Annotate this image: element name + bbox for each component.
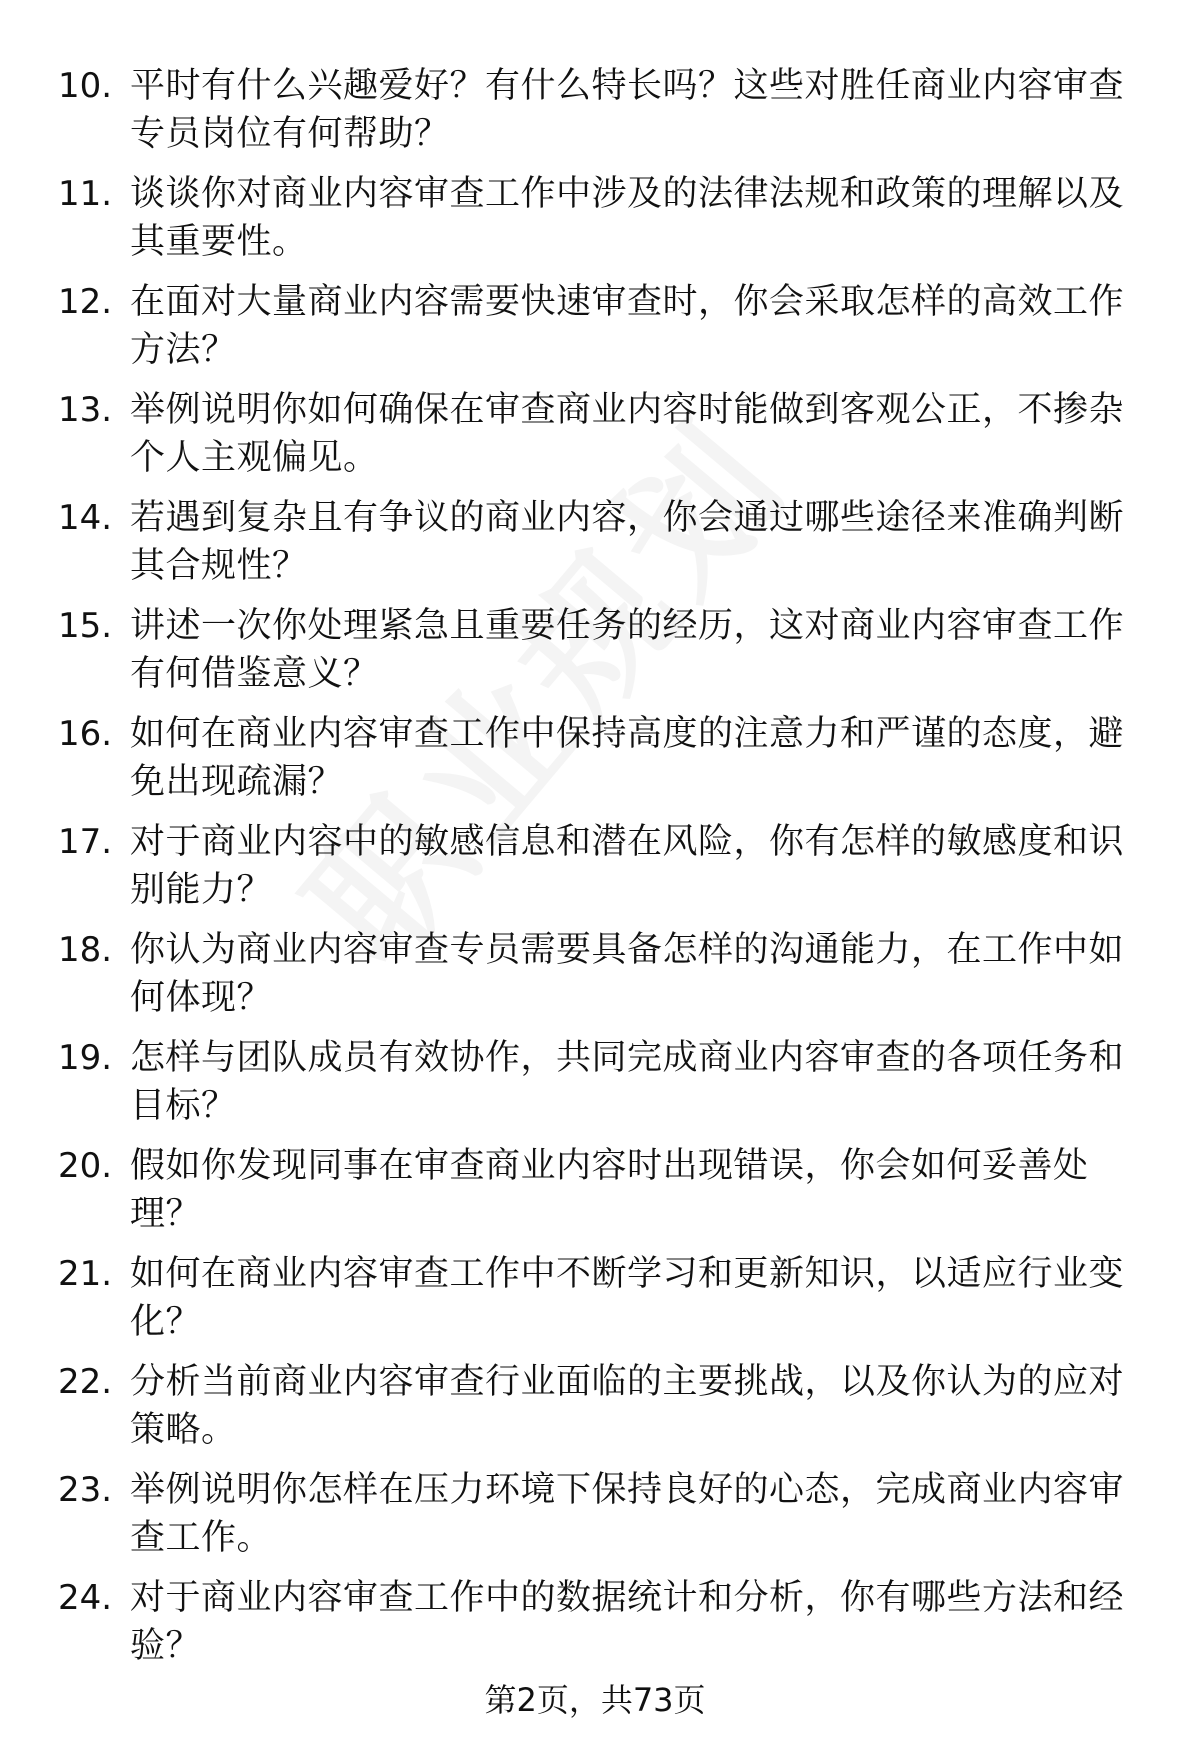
question-item <box>0 912 1190 1020</box>
question-number: 21. <box>58 1254 113 1294</box>
question-number: 10. <box>58 66 113 106</box>
question-number: 13. <box>58 390 113 430</box>
page-number-footer: 第2页，共73页 <box>484 1681 706 1719</box>
question-text: 你认为商业内容审查专员需要具备怎样的沟通能力，在工作中如何体现？ <box>130 930 1125 1018</box>
question-item <box>0 156 1190 264</box>
question-item <box>0 1560 1190 1668</box>
question-item <box>0 588 1190 696</box>
question-number: 17. <box>58 822 113 862</box>
question-number: 19. <box>58 1038 113 1078</box>
question-number: 18. <box>58 930 113 970</box>
question-number: 20. <box>58 1146 113 1186</box>
question-item <box>0 696 1190 804</box>
question-text: 分析当前商业内容审查行业面临的主要挑战，以及你认为的应对策略。 <box>130 1362 1125 1450</box>
question-number: 24. <box>58 1578 113 1618</box>
question-item <box>0 1452 1190 1560</box>
question-text: 讲述一次你处理紧急且重要任务的经历，这对商业内容审查工作有何借鉴意义？ <box>130 606 1125 694</box>
question-text: 若遇到复杂且有争议的商业内容，你会通过哪些途径来准确判断其合规性？ <box>130 498 1125 586</box>
question-text: 在面对大量商业内容需要快速审查时，你会采取怎样的高效工作方法？ <box>130 282 1125 370</box>
question-text: 谈谈你对商业内容审查工作中涉及的法律法规和政策的理解以及其重要性。 <box>130 174 1125 262</box>
question-item <box>0 264 1190 372</box>
question-number: 11. <box>58 174 113 214</box>
question-item <box>0 48 1190 156</box>
question-number: 12. <box>58 282 113 322</box>
question-number: 16. <box>58 714 113 754</box>
question-text: 怎样与团队成员有效协作，共同完成商业内容审查的各项任务和目标？ <box>130 1038 1125 1126</box>
question-text: 如何在商业内容审查工作中不断学习和更新知识，以适应行业变化？ <box>130 1254 1125 1342</box>
question-item <box>0 804 1190 912</box>
question-item <box>0 372 1190 480</box>
question-text: 对于商业内容中的敏感信息和潜在风险，你有怎样的敏感度和识别能力？ <box>130 822 1125 910</box>
question-item <box>0 1344 1190 1452</box>
question-list <box>0 48 1190 1668</box>
question-text: 举例说明你怎样在压力环境下保持良好的心态，完成商业内容审查工作。 <box>130 1470 1125 1558</box>
question-text: 假如你发现同事在审查商业内容时出现错误，你会如何妥善处理？ <box>130 1146 1089 1234</box>
question-item <box>0 480 1190 588</box>
question-text: 平时有什么兴趣爱好？有什么特长吗？这些对胜任商业内容审查专员岗位有何帮助？ <box>130 66 1125 154</box>
question-text: 对于商业内容审查工作中的数据统计和分析，你有哪些方法和经验？ <box>130 1578 1125 1666</box>
question-text: 举例说明你如何确保在审查商业内容时能做到客观公正，不掺杂个人主观偏见。 <box>130 390 1125 478</box>
question-item <box>0 1128 1190 1236</box>
question-item <box>0 1020 1190 1128</box>
question-number: 15. <box>58 606 113 646</box>
question-number: 23. <box>58 1470 113 1510</box>
question-item <box>0 1236 1190 1344</box>
question-text: 如何在商业内容审查工作中保持高度的注意力和严谨的态度，避免出现疏漏？ <box>130 714 1125 802</box>
question-number: 14. <box>58 498 113 538</box>
question-number: 22. <box>58 1362 113 1402</box>
